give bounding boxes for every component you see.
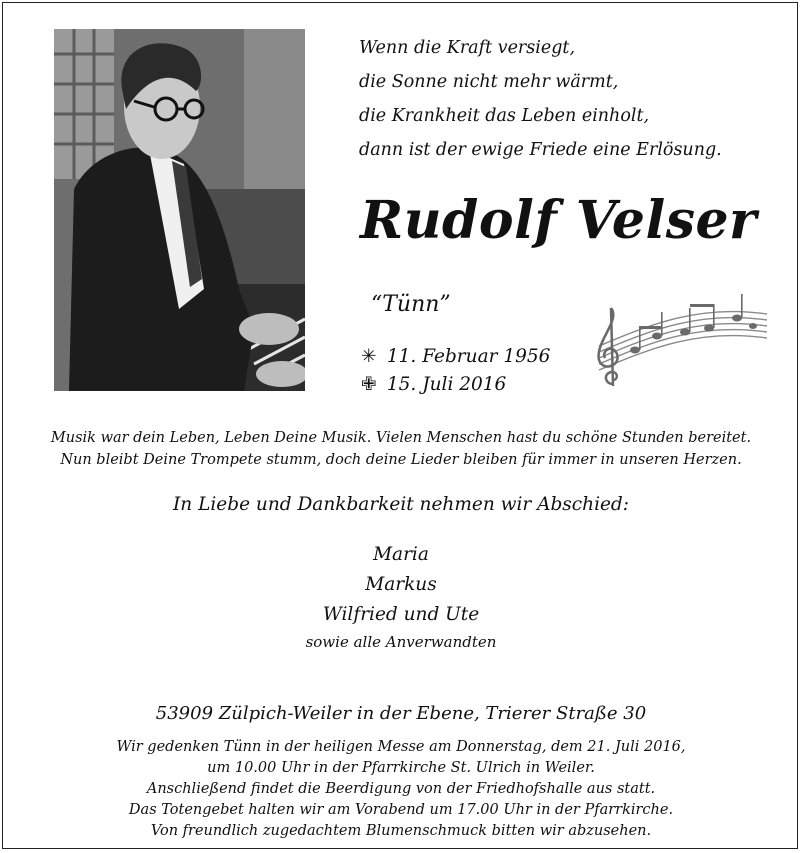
farewell-heading: In Liebe und Dankbarkeit nehmen wir Abschied: xyxy=(172,494,630,515)
deceased-nickname: “Tünn” xyxy=(371,292,451,317)
tribute-line: Nun bleibt Deine Trompete stumm, doch deine Lieder bleiben für immer in unseren Herzen. xyxy=(60,452,742,468)
poem-line: die Krankheit das Leben einholt, xyxy=(359,106,650,126)
birth-row xyxy=(361,343,550,371)
death-row xyxy=(361,371,550,399)
poem-line: die Sonne nicht mehr wärmt, xyxy=(359,72,619,92)
family-member: Wilfried und Ute xyxy=(322,604,480,625)
notes-line: um 10.00 Uhr in der Pfarrkirche St. Ulrich in Weiler. xyxy=(207,760,595,776)
poem xyxy=(359,31,779,167)
family-member: Markus xyxy=(365,574,437,595)
obituary-notice xyxy=(2,2,798,849)
family-member: Maria xyxy=(373,544,429,565)
deceased-name: Rudolf Velser xyxy=(360,190,757,251)
tribute-text xyxy=(3,427,799,471)
life-dates xyxy=(361,343,550,399)
poem-line: dann ist der ewige Friede eine Erlösung. xyxy=(359,140,722,160)
relatives-line: sowie alle Anverwandten xyxy=(305,633,497,651)
notes-line: Das Totengebet halten wir am Vorabend um 17.00 Uhr in der Pfarrkirche. xyxy=(128,802,674,818)
birth-star-icon: ✳ xyxy=(361,346,377,367)
notes-line: Wir gedenken Tünn in der heiligen Messe am Donnerstag, dem 21. Juli 2016, xyxy=(116,739,686,755)
service-notes xyxy=(3,737,799,842)
birth-date: 11. Februar 1956 xyxy=(386,346,551,367)
family-members xyxy=(3,540,799,654)
portrait-photo xyxy=(54,29,305,391)
family-address: 53909 Zülpich-Weiler in der Ebene, Trierer Straße 30 xyxy=(155,703,647,724)
music-notes-icon xyxy=(587,286,769,391)
death-cross-icon: ✙ xyxy=(361,374,377,395)
poem-line: Wenn die Kraft versiegt, xyxy=(359,38,576,58)
notes-line: Von freundlich zugedachtem Blumenschmuck bitten wir abzusehen. xyxy=(150,823,652,839)
tribute-line: Musik war dein Leben, Leben Deine Musik. Vielen Menschen hast du schöne Stunden bereitet. xyxy=(50,430,752,446)
notes-line: Anschließend findet die Beerdigung von der Friedhofshalle aus statt. xyxy=(146,781,656,797)
death-date: 15. Juli 2016 xyxy=(386,374,507,395)
